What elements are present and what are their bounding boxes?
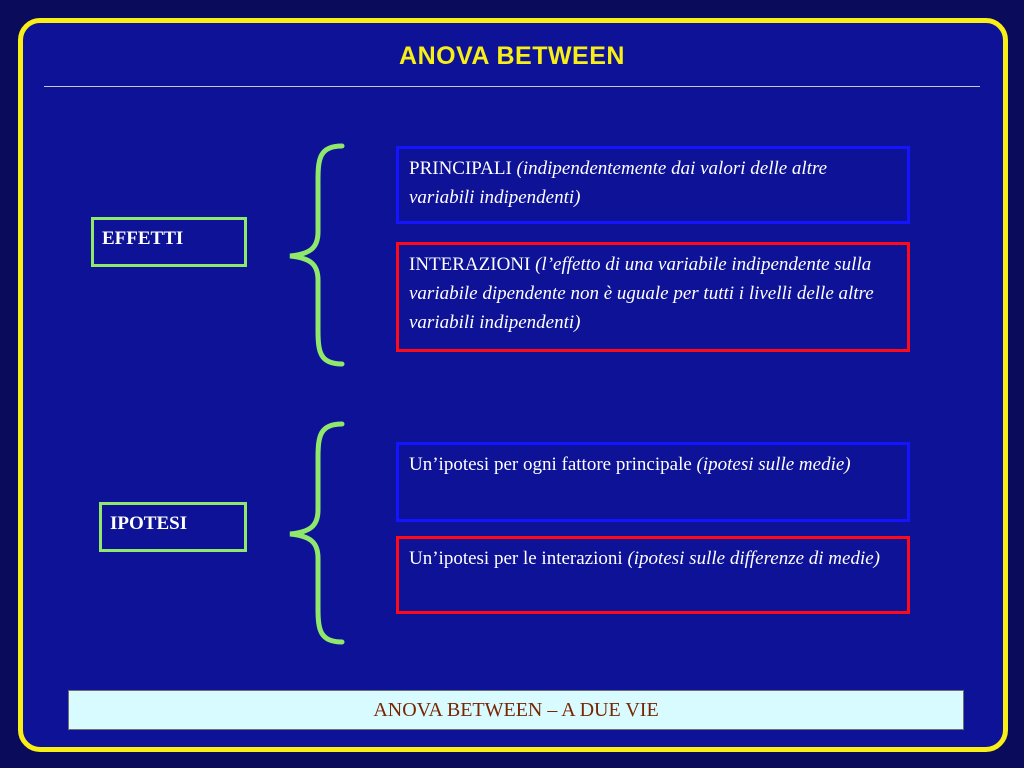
ipotesi-principale-box xyxy=(396,442,910,522)
effetti-label-text: EFFETTI xyxy=(102,228,184,249)
principali-box xyxy=(396,146,910,224)
title-divider xyxy=(44,86,980,87)
slide-title: ANOVA BETWEEN xyxy=(399,42,625,70)
ipotesi-principale-heading: Un’ipotesi per ogni fattore principale xyxy=(409,454,692,475)
principali-heading: PRINCIPALI xyxy=(409,158,512,179)
principali-detail: (indipendentemente dai valori delle altre variabili indipendenti) xyxy=(409,158,828,208)
ipotesi-interazioni-box xyxy=(396,536,910,614)
ipotesi-brace xyxy=(282,418,352,648)
ipotesi-label-text: IPOTESI xyxy=(110,513,188,534)
ipotesi-label xyxy=(99,502,247,552)
slide-frame xyxy=(18,18,1008,752)
interazioni-detail: (l’effetto di una variabile indipendente sulla variabile dipendente non è uguale per tutti i livelli delle altre variabili indipendenti) xyxy=(409,254,874,333)
footer-banner xyxy=(68,690,964,730)
effetti-label xyxy=(91,217,247,267)
ipotesi-interazioni-heading: Un’ipotesi per le interazioni xyxy=(409,548,623,569)
interazioni-box xyxy=(396,242,910,352)
ipotesi-interazioni-detail: (ipotesi sulle differenze di medie) xyxy=(627,548,881,569)
interazioni-heading: INTERAZIONI xyxy=(409,254,531,275)
footer-text: ANOVA BETWEEN – A DUE VIE xyxy=(373,699,659,721)
ipotesi-principale-detail: (ipotesi sulle medie) xyxy=(696,454,851,475)
effetti-brace xyxy=(282,140,352,370)
